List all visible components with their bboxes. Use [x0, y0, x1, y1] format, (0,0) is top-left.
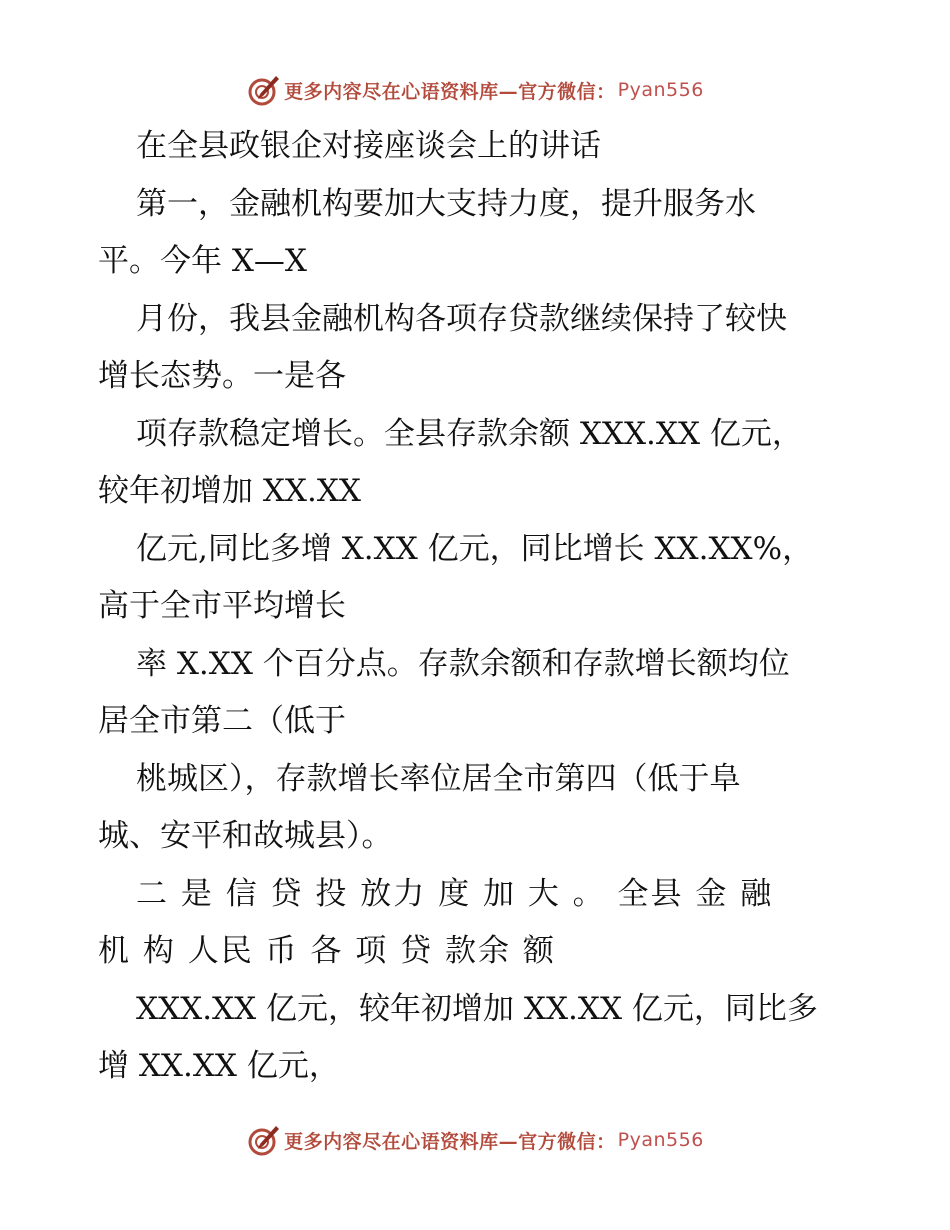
- footer-promo-text: 更多内容尽在心语资料库—官方微信：: [284, 1130, 616, 1153]
- header-promo-text: 更多内容尽在心语资料库—官方微信：: [284, 80, 616, 103]
- paragraph-line: 率 X.XX 个百分点。存款余额和存款增长额均位: [136, 645, 790, 682]
- paragraph-line: XXX.XX 亿元，较年初增加 XX.XX 亿元，同比多: [136, 990, 818, 1027]
- paragraph-line: 机 构 人民 币 各 项 贷 款余 额: [98, 933, 556, 969]
- paragraph-line: 较年初增加 XX.XX: [98, 473, 361, 509]
- document-body: [98, 118, 858, 1096]
- pen-logo-icon: [246, 1122, 282, 1158]
- paragraph-line: 城、安平和故城县）。: [98, 818, 393, 854]
- paragraph-line: 平。今年 X—X: [98, 243, 307, 279]
- header-promo-id: Pyan556: [617, 79, 704, 101]
- paragraph-line: 居全市第二（低于: [98, 703, 346, 739]
- paragraph-line: 月份，我县金融机构各项存贷款继续保持了较快: [136, 300, 787, 337]
- paragraph-line: 二 是 信 贷 投 放力 度 加 大 。 全县 金 融: [136, 875, 774, 912]
- paragraph-line: 项存款稳定增长。全县存款余额 XXX.XX 亿元，: [136, 415, 803, 452]
- pen-logo-icon: [246, 72, 282, 108]
- paragraph-line: 增 XX.XX 亿元，: [98, 1048, 340, 1084]
- footer-promo-id: Pyan556: [617, 1129, 704, 1151]
- paragraph-line: 高于全市平均增长: [98, 588, 346, 624]
- paragraph-line: 第一，金融机构要加大支持力度，提升服务水: [136, 185, 756, 222]
- header-promo-banner: [0, 70, 950, 110]
- paragraph-line: 桃城区），存款增长率位居全市第四（低于阜: [136, 760, 741, 797]
- paragraph-line: 增长态势。一是各: [98, 358, 346, 394]
- paragraph-line: 亿元,同比多增 X.XX 亿元，同比增长 XX.XX%，: [136, 530, 814, 567]
- footer-promo-banner: [0, 1120, 950, 1160]
- document-title: 在全县政银企对接座谈会上的讲话: [136, 128, 601, 164]
